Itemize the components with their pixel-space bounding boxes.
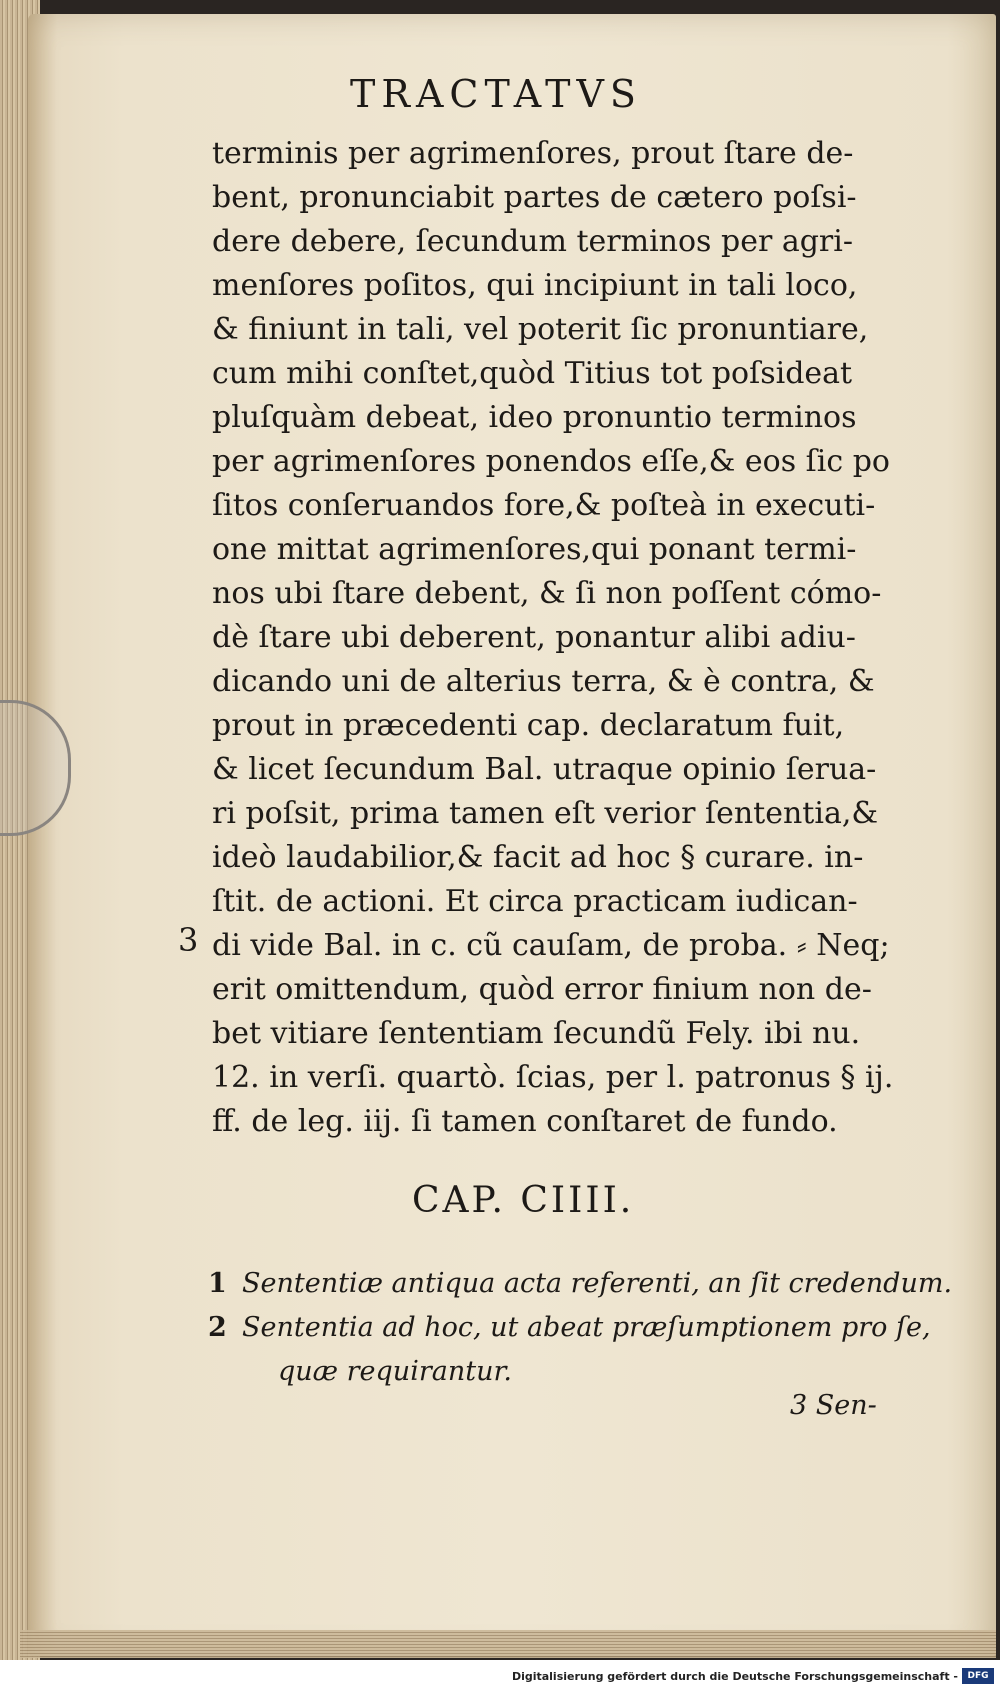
body-line: & licet ſecundum Bal. utraque opinio ſerua-: [212, 752, 877, 787]
body-text: [212, 132, 912, 1144]
body-line: ideò laudabilior,& facit ad hoc § curare. in-: [212, 840, 864, 875]
summary-number: 1: [208, 1268, 227, 1299]
margin-note-number: 3: [178, 921, 199, 959]
body-line: terminis per agrimenſores, prout ſtare de-: [212, 136, 854, 171]
summary-text: Sententiæ antiqua acta referenti, an ſit credendum.: [242, 1268, 953, 1299]
body-line: cum mihi conſtet,quòd Titius tot poſsideat: [212, 356, 853, 391]
body-line: nos ubi ſtare debent, & ſi non poſſent cómo-: [212, 576, 882, 611]
body-line: dè ſtare ubi deberent, ponantur alibi adiu-: [212, 620, 856, 655]
dfg-logo: DFG: [962, 1668, 994, 1684]
body-line: 12. in verſi. quartò. ſcias, per l. patronus § ij.: [212, 1060, 894, 1095]
summary-text: quæ requirantur.: [278, 1356, 512, 1387]
body-line: ſtit. de actioni. Et circa practicam iudican-: [212, 884, 858, 919]
body-line: prout in præcedenti cap. declaratum fuit,: [212, 708, 845, 743]
body-line: & finiunt in tali, vel poterit ſic pronuntiare,: [212, 312, 869, 347]
body-line: erit omittendum, quòd error finium non de-: [212, 972, 872, 1007]
summary-item-continuation: [208, 1350, 952, 1394]
chapter-summary: [208, 1262, 952, 1394]
catchword: 3 Sen-: [790, 1390, 877, 1421]
body-line: dere debere, ſecundum terminos per agri-: [212, 224, 853, 259]
summary-item: [208, 1306, 952, 1350]
body-line: ſitos conſeruandos fore,& poſteà in executi-: [212, 488, 876, 523]
body-line: bent, pronunciabit partes de cætero poſsi-: [212, 180, 857, 215]
body-line: di vide Bal. in c. cũ cauſam, de proba. ⸗ Neq;: [212, 928, 890, 963]
body-line: menſores poſitos, qui incipiunt in tali loco,: [212, 268, 858, 303]
summary-text: Sententia ad hoc, ut abeat præſumptionem pro ſe,: [242, 1312, 931, 1343]
funding-credit: Digitalisierung gefördert durch die Deutsche Forschungsgemeinschaft -: [511, 1670, 958, 1683]
running-head: TRACTATVS: [350, 72, 642, 116]
body-line: ri poſsit, prima tamen eſt verior ſententia,&: [212, 796, 879, 831]
bottom-page-edges: [20, 1630, 996, 1658]
chapter-heading: CAP. CIIII.: [412, 1180, 635, 1221]
footer: [0, 1660, 1000, 1690]
body-line: pluſquàm debeat, ideo pronuntio terminos: [212, 400, 857, 435]
body-line: bet vitiare ſententiam ſecundũ Fely. ibi nu.: [212, 1016, 861, 1051]
body-line: ff. de leg. iij. ſi tamen conſtaret de fundo.: [212, 1104, 838, 1139]
summary-item: [208, 1262, 952, 1306]
body-line: per agrimenſores ponendos eſſe,& eos ſic po: [212, 444, 890, 479]
summary-number: 2: [208, 1312, 227, 1343]
body-line: one mittat agrimenſores,qui ponant termi-: [212, 532, 857, 567]
body-line: dicando uni de alterius terra, & è contra, &: [212, 664, 875, 699]
